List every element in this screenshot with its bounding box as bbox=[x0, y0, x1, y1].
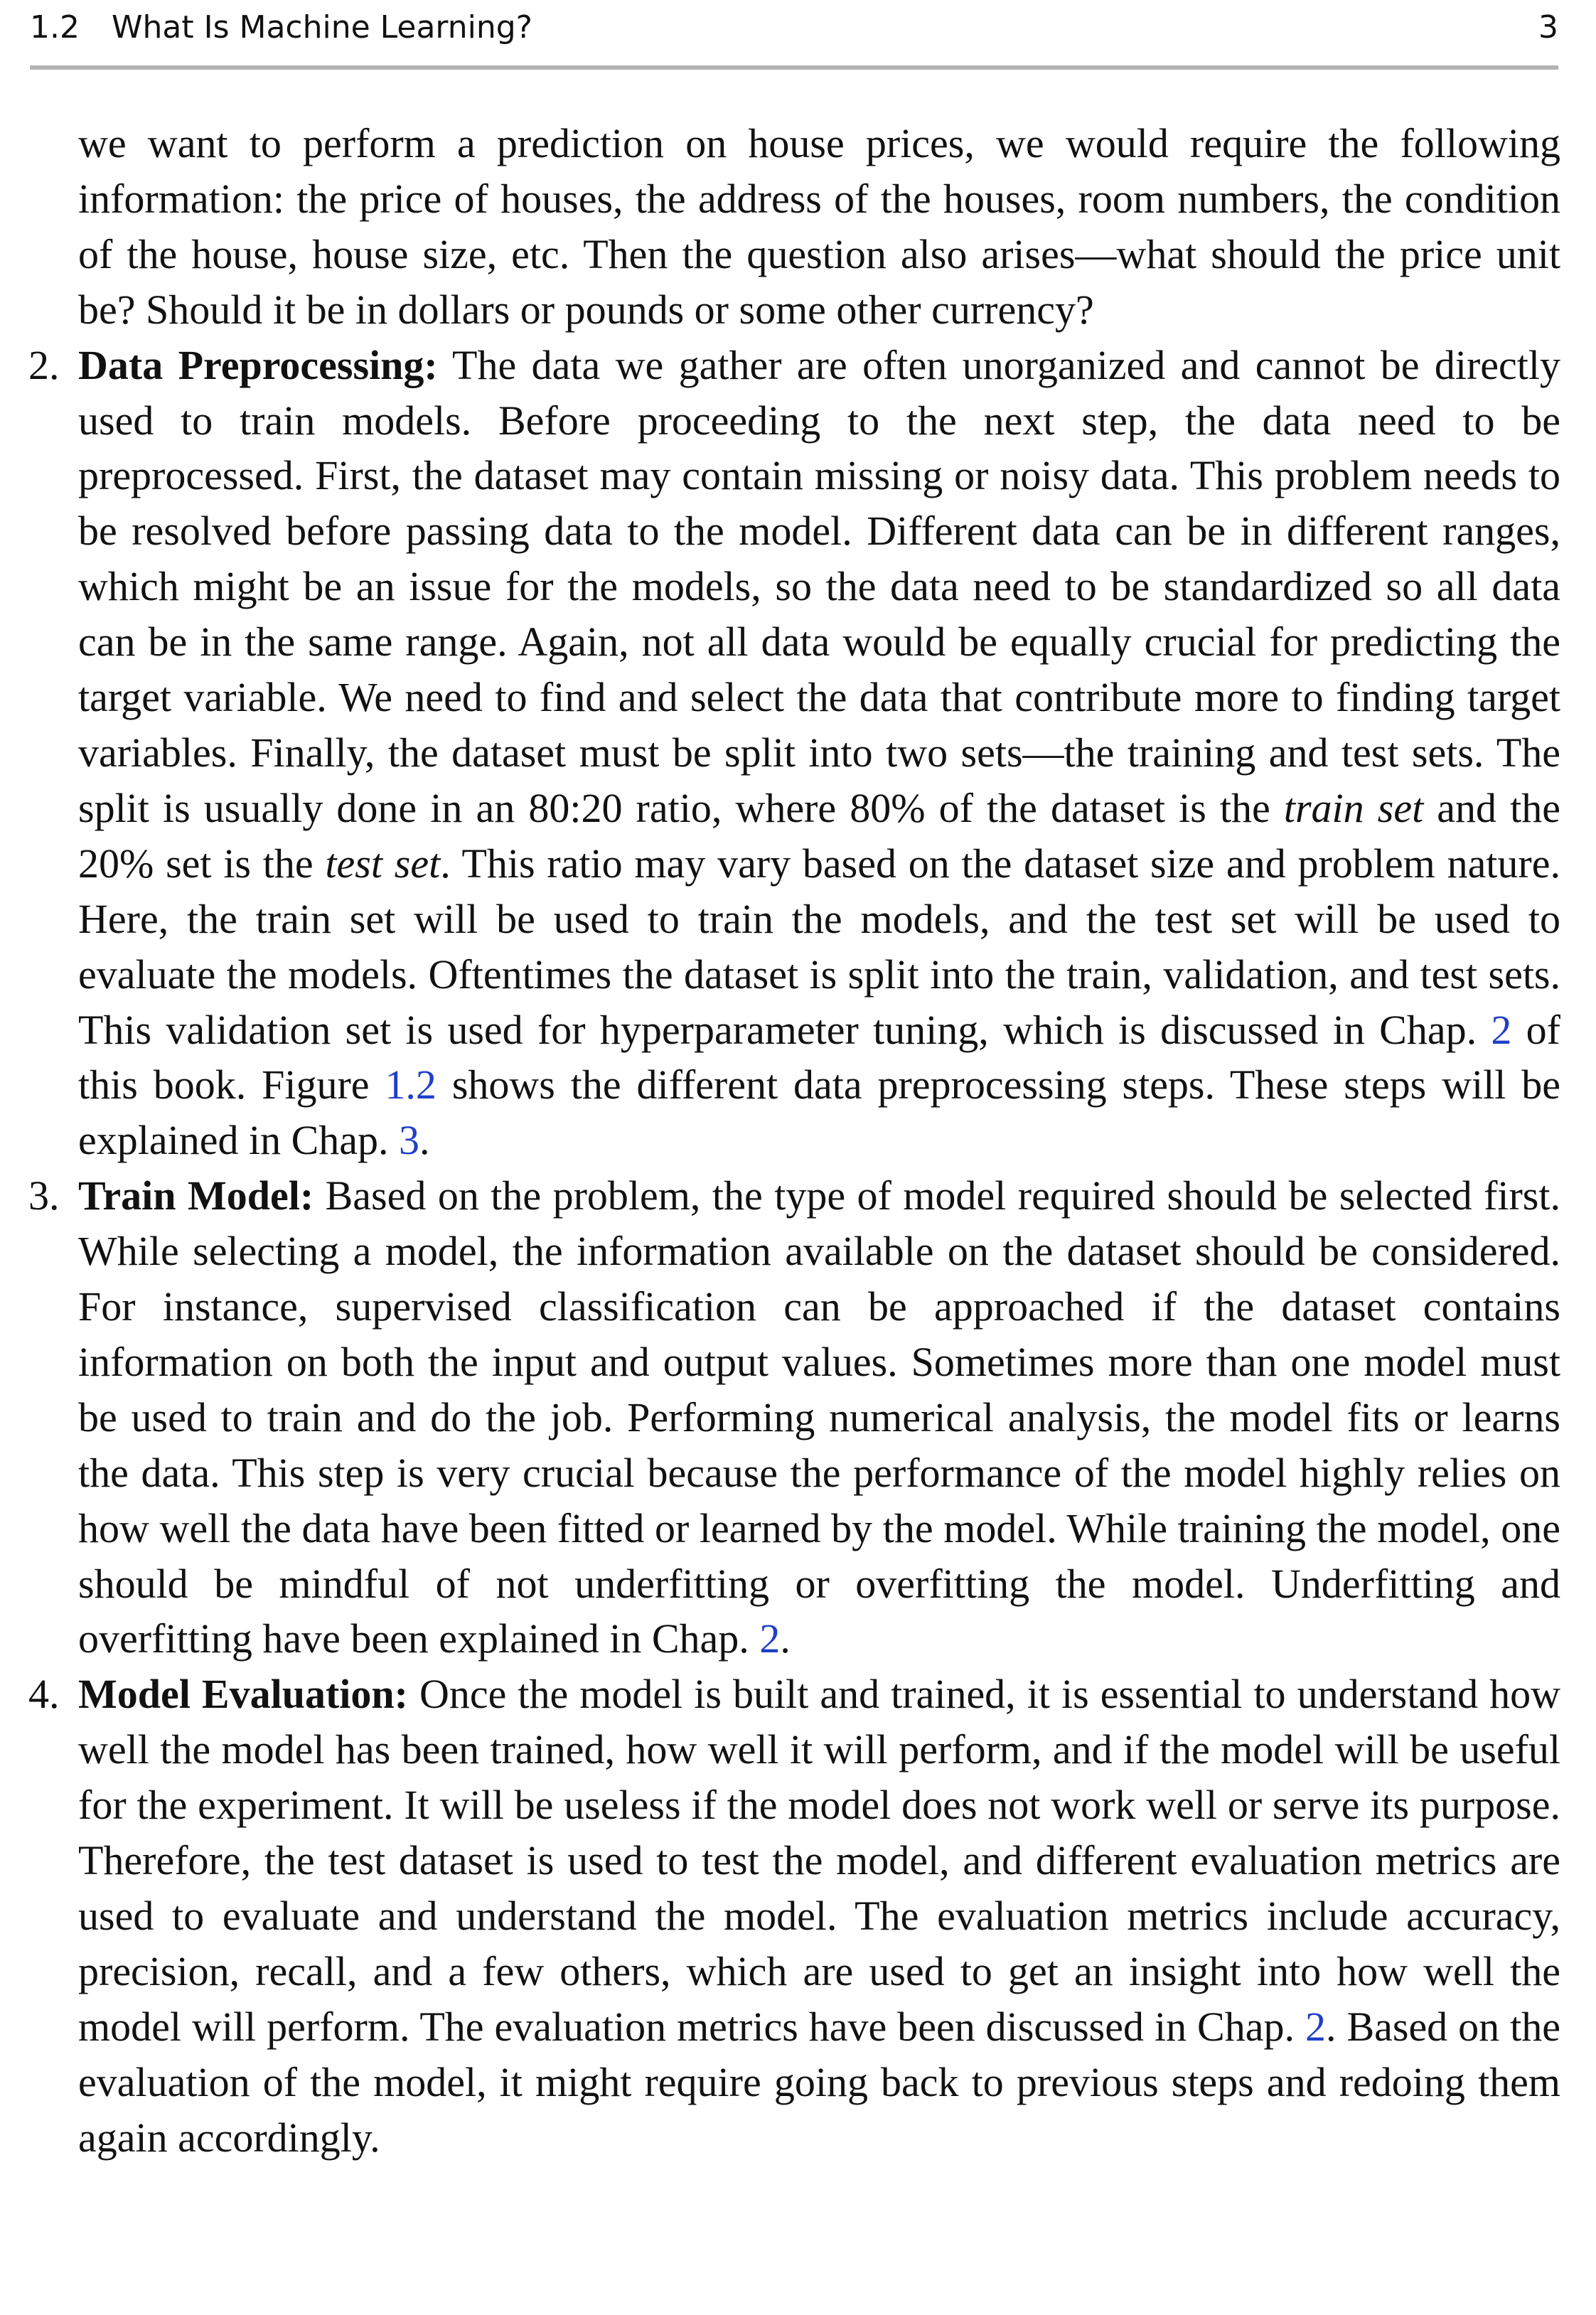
page-number: 3 bbox=[1538, 9, 1558, 46]
list-item-body bbox=[78, 1168, 1560, 1667]
item-text-segment: . Based on the evaluation of the model, it might require going back to previous steps and redoing them again accordingly. bbox=[78, 2003, 1560, 2161]
figure-link[interactable]: 1.2 bbox=[385, 1062, 437, 1108]
item-text-segment: Based on the problem, the type of model required should be selected first. While selecting a model, the information available on the dataset should be considered. For instance, supervised classification can be approached if the dataset contains information on both the input and output values. Sometimes more than one model must be used to train and do the job. Performing numerical analysis, the model fits or learns the data. This step is very crucial because the performance of the model highly relies on how well the data have been fitted or learned by the model. While training the model, one should be mindful of not underfitting or overfitting the model. Underfitting and overfitting have been explained in Chap. bbox=[78, 1172, 1560, 1662]
chapter-link[interactable]: 2 bbox=[759, 1615, 781, 1662]
list-item-train-model bbox=[28, 1168, 1560, 1667]
section-title: What Is Machine Learning? bbox=[112, 9, 533, 46]
item-heading: Model Evaluation: bbox=[78, 1671, 408, 1718]
running-head bbox=[30, 0, 1558, 70]
item-text-segment: and the 20% set is the bbox=[78, 784, 1560, 887]
item-text-segment: . bbox=[419, 1117, 430, 1164]
item-text-segment: Once the model is built and trained, it is essential to understand how well the model has been trained, how well it will perform, and if the model will be useful for the experiment. It will be useless if the model does not work well or serve its purpose. Therefore, the test dataset is used to test the model, and different evaluation metrics are used to evaluate and understand the model. The evaluation metrics include accuracy, precision, recall, and a few others, which are used to get an insight into how well the model will perform. The evaluation metrics have been discussed in Chap. bbox=[78, 1671, 1560, 2050]
list-item-number: 3. bbox=[28, 1172, 60, 1219]
term-train-set: train set bbox=[1283, 784, 1424, 831]
body-text bbox=[28, 116, 1560, 2166]
chapter-link[interactable]: 2 bbox=[1491, 1006, 1512, 1053]
chapter-link[interactable]: 2 bbox=[1305, 2003, 1326, 2050]
chapter-link[interactable]: 3 bbox=[399, 1117, 420, 1164]
section-number: 1.2 bbox=[30, 9, 80, 46]
item-text-segment: shows the different data preprocessing steps. These steps will be explained in Chap. bbox=[78, 1062, 1560, 1164]
item-text-segment: of this book. Figure bbox=[78, 1006, 1560, 1108]
list-item-body bbox=[78, 338, 1560, 1169]
item-text-segment: . This ratio may vary based on the dataset size and problem nature. Here, the train set will be used to train the models, and the test set will be used to evaluate the models. Oftentimes the dataset is split into the train, validation, and test sets. This validation set is used for hyperparameter tuning, which is discussed in Chap. bbox=[78, 840, 1560, 1053]
item-heading: Train Model: bbox=[78, 1172, 314, 1219]
list-item-number: 2. bbox=[28, 341, 60, 388]
term-test-set: test set bbox=[325, 840, 441, 887]
item-text-segment: . bbox=[780, 1615, 791, 1662]
item-text-segment: The data we gather are often unorganized and cannot be directly used to train models. Before proceeding to the next step, the data need to be preprocessed. First, the dataset may contain missing or noisy data. This problem needs to be resolved before passing data to the model. Different data can be in different ranges, which might be an issue for the models, so the data need to be standardized so all data can be in the same range. Again, not all data would be equally crucial for predicting the target variable. We need to find and select the data that contribute more to finding target variables. Finally, the dataset must be split into two sets—the training and test sets. The split is usually done in an 80:20 ratio, where 80% of the dataset is the bbox=[78, 341, 1560, 831]
item-heading: Data Preprocessing: bbox=[78, 341, 438, 388]
list-item-data-preprocessing bbox=[28, 338, 1560, 1169]
list-item-number: 4. bbox=[28, 1671, 60, 1718]
continuation-text: we want to perform a prediction on house prices, we would require the following information: the price of houses, the address of the houses, room numbers, the condition of the house, house size, etc. Then the question also arises—what should the price unit be? Should it be in dollars or pounds or some other currency? bbox=[78, 120, 1560, 333]
list-item-1-continuation bbox=[28, 116, 1560, 338]
list-item-body bbox=[78, 1667, 1560, 2165]
list-item-model-evaluation bbox=[28, 1667, 1560, 2165]
